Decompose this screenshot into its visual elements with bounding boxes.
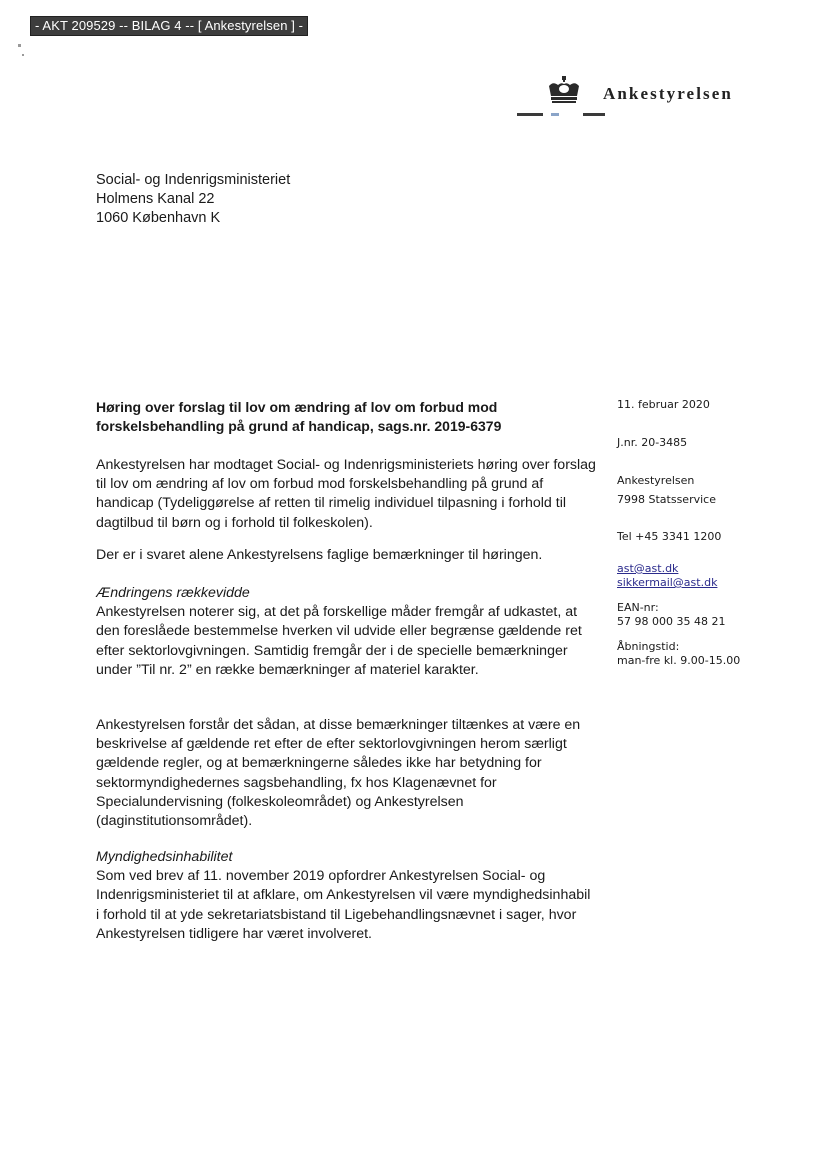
recipient-address [96,171,290,228]
scan-speck [22,54,24,56]
ean-value: 57 98 000 35 48 21 [617,615,726,628]
secure-email-link[interactable] [617,576,717,590]
sender-phone: Tel +45 3341 1200 [617,530,722,543]
paragraph: Ankestyrelsen har modtaget Social- og Indenrigsministeriets høring over forslag til lov om ændring af lov om forbud mod forskelsbehandling på grund af handicap (Tydeliggørelse af retten til rimelig individuel tilpasning i forhold til dagtilbud til børn og i forhold til folkeskolen). [96,457,596,531]
journal-number: J.nr. 20-3485 [617,436,688,449]
paragraph-scope [96,546,596,565]
email-link-text[interactable]: ast@ast.dk [617,562,679,575]
paragraph: Der er i svaret alene Ankestyrelsens faglige bemærkninger til høringen. [96,547,543,563]
paragraph: Ankestyrelsen noterer sig, at det på forskellige måder fremgår af udkastet, at den foreslåede bestemmelse hverken vil udvide eller begrænse gældende ret efter sektorlovgivningen. Samtidig fremgår der i de specielle bemærkninger under ”Til nr. 2” en række bemærkninger af materiel karakter. [96,604,582,678]
letter-date: 11. februar 2020 [617,398,710,411]
letter-title: Høring over forslag til lov om ændring af lov om forbud mod forskelsbehandling på grund af handicap, sags.nr. 2019-6379 [96,399,502,434]
recipient-street: Holmens Kanal 22 [96,191,215,207]
crown-icon [545,76,583,106]
section-reach [96,584,596,680]
paragraph: Som ved brev af 11. november 2019 opfordrer Ankestyrelsen Social- og Indenrigsministeriet til at afklare, om Ankestyrelsen vil være myndighedsinhabil i forhold til at yde sekretariatsbistand til Ligebehandlingsnævnet i sager, hvor Ankestyrelsen tidligere har været involveret. [96,868,591,942]
paragraph-understanding [96,716,596,831]
recipient-name: Social- og Indenrigsministeriet [96,172,291,188]
section-inhabilitet [96,848,596,944]
section-heading: Ændringens rækkevidde [96,585,250,601]
logo-bar-dark [583,113,605,116]
secure-email-link-text[interactable]: sikkermail@ast.dk [617,576,718,589]
sender-org: Ankestyrelsen [617,474,695,487]
paragraph: Ankestyrelsen forstår det sådan, at disse bemærkninger tiltænkes at være en beskrivelse af gældende ret efter de efter sektorlovgivningen herom særligt gældende regler, og at bemærkningerne således ikke har betydning for sektormyndighedernes sagsbehandling, fx hos Klagenævnet for Specialundervisning (folkeskoleområdet) og Ankestyrelsen (daginstitutionsområdet). [96,717,581,830]
ean-label: EAN-nr: [617,601,659,614]
opening-hours-value: man-fre kl. 9.00-15.00 [617,654,741,667]
paragraph-intro [96,456,596,533]
logo [545,74,785,122]
email-link[interactable] [617,562,678,576]
logo-bar-blue [551,113,559,116]
recipient-city: 1060 København K [96,210,221,226]
scan-speck [18,44,21,47]
document-stamp: - AKT 209529 -- BILAG 4 -- [ Ankestyrelsen ] - [30,16,308,36]
section-heading: Myndighedsinhabilitet [96,849,233,865]
sender-service: 7998 Statsservice [617,493,716,506]
logo-bar-dark [517,113,543,116]
logo-name: Ankestyrelsen [603,84,733,103]
opening-hours-label: Åbningstid: [617,640,680,653]
